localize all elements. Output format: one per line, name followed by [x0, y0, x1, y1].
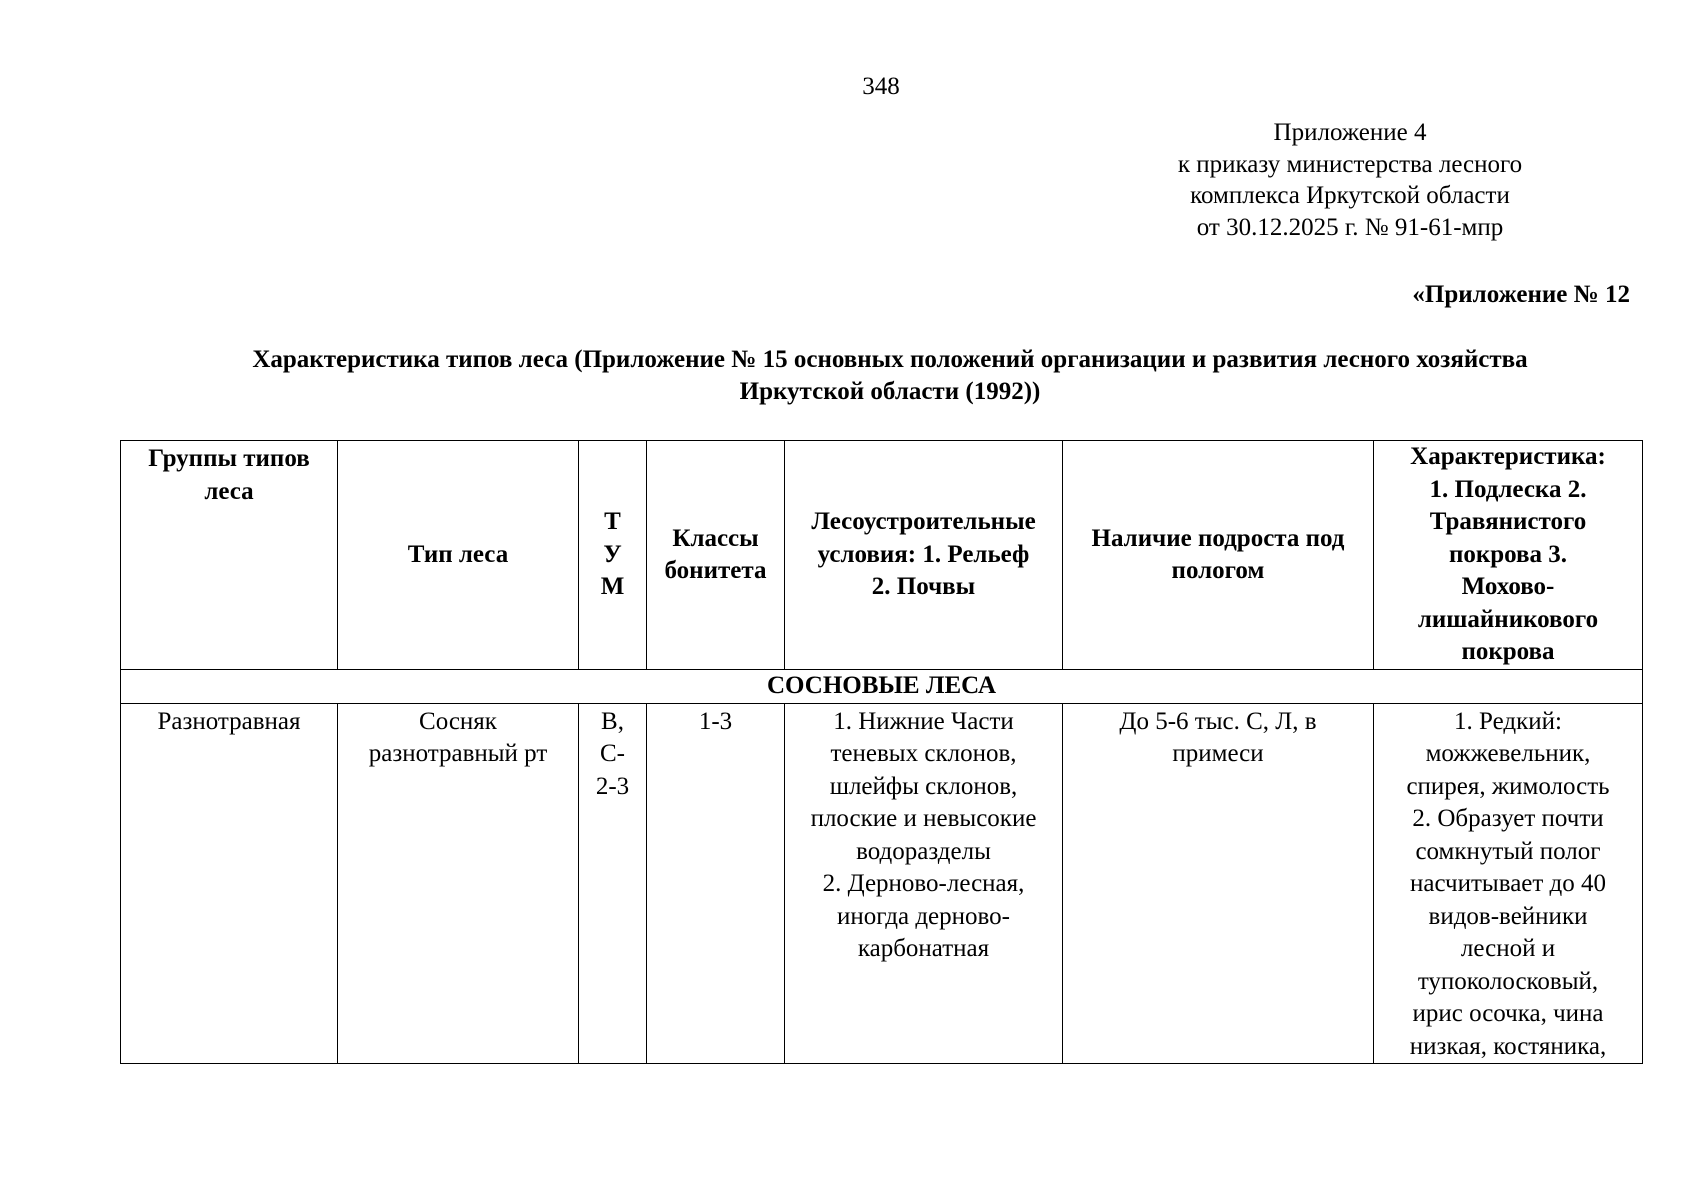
annex-reference: «Приложение № 12 — [1412, 281, 1630, 308]
cell-tum: В, С- 2-3 — [579, 703, 647, 1064]
header-characteristics: Характеристика: 1. Подлеска 2. Травянистого покрова 3. Мохово- лишайникового покрова — [1374, 441, 1643, 670]
approval-line: комплекса Иркутской области — [1190, 182, 1510, 209]
cell-type: Сосняк разнотравный рт — [338, 703, 579, 1064]
section-title: СОСНОВЫЕ ЛЕСА — [121, 670, 1643, 704]
cell-characteristics: 1. Редкий: можжевельник, спирея, жимолость 2. Образует почти сомкнутый полог насчитывает до 40 видов-вейники лесной и тупоколосковый, ирис осочка, чина низкая, костяника, — [1374, 703, 1643, 1064]
document-title-line: Иркутской области (1992)) — [739, 378, 1041, 405]
approval-line: к приказу министерства лесного — [1177, 150, 1523, 178]
cell-bonitet: 1-3 — [647, 703, 785, 1064]
table-row — [121, 703, 1643, 1064]
page-number: 348 — [862, 73, 900, 100]
cell-undergrowth: До 5-6 тыс. С, Л, в примеси — [1063, 703, 1374, 1064]
header-conditions: Лесоустроительные условия: 1. Рельеф 2. Почвы — [785, 441, 1063, 670]
table-header-row — [121, 441, 1643, 670]
table-section-row — [121, 670, 1643, 704]
document-title — [120, 344, 1660, 408]
header-undergrowth: Наличие подроста под пологом — [1063, 441, 1374, 670]
cell-group: Разнотравная — [121, 703, 338, 1064]
header-bonitet: Классы бонитета — [647, 441, 785, 670]
approval-line: от 30.12.2025 г. № 91-61-мпр — [1196, 213, 1504, 241]
forest-types-table — [120, 440, 1643, 1064]
header-tum: Т У М — [579, 441, 647, 670]
approval-line: Приложение 4 — [1273, 119, 1427, 146]
cell-conditions: 1. Нижние Части теневых склонов, шлейфы склонов, плоские и невысокие водоразделы 2. Дерново-лесная, иногда дерново- карбонатная — [785, 703, 1063, 1064]
approval-block — [1150, 117, 1550, 243]
document-title-line: Характеристика типов леса (Приложение № 15 основных положений организации и развития лесного хозяйства — [252, 346, 1528, 373]
header-type: Тип леса — [338, 441, 579, 670]
header-group: Группы типов леса — [121, 441, 338, 670]
